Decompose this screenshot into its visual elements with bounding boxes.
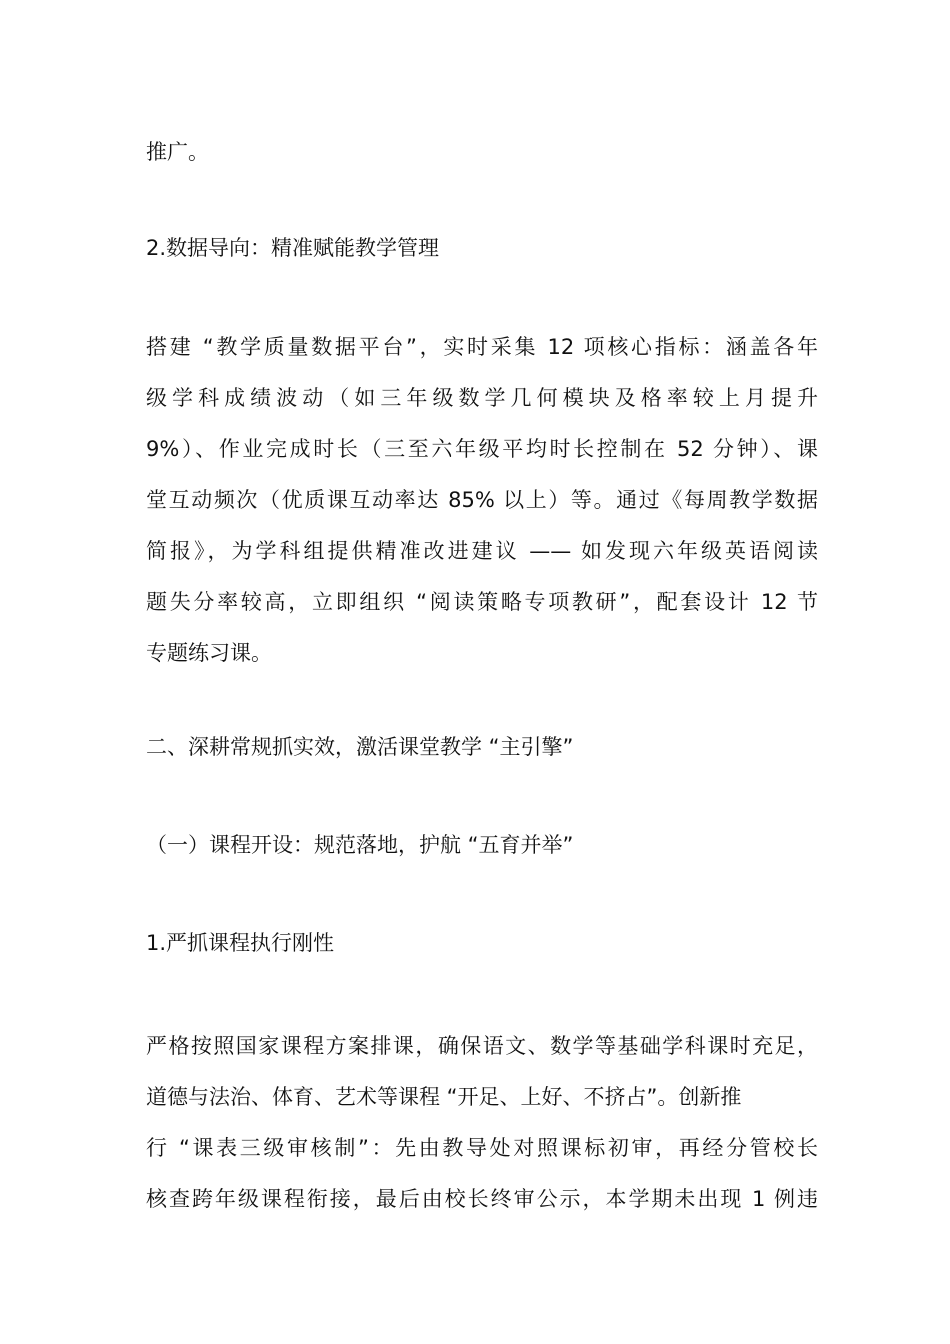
paragraph-data-platform (146, 322, 818, 679)
text-line: 严格按照国家课程方案排课，确保语文、数学等基础学科课时充足， (146, 1034, 818, 1058)
text-line: （一）课程开设：规范落地，护航 “五育并举” (146, 833, 574, 857)
text-line: 行 “课表三级审核制”：先由教导处对照课标初审，再经分管校长 (146, 1136, 818, 1160)
text-line: 级学科成绩波动（如三年级数学几何模块及格率较上月提升 (146, 386, 818, 410)
section-heading-two (146, 722, 818, 773)
subsection-heading-course (146, 820, 818, 871)
text-line: 堂互动频次（优质课互动率达 85% 以上）等。通过《每周教学数据 (146, 488, 818, 512)
subheading-course-execution (146, 918, 818, 969)
text-line: 2.数据导向：精准赋能教学管理 (146, 236, 440, 260)
text-line: 专题练习课。 (146, 641, 272, 665)
paragraph-course-schedule (146, 1021, 818, 1225)
text-line: 推广。 (146, 140, 209, 164)
text-line: 题失分率较高，立即组织 “阅读策略专项教研”，配套设计 12 节 (146, 590, 818, 614)
text-line: 二、深耕常规抓实效，激活课堂教学 “主引擎” (146, 735, 574, 759)
paragraph-continuation (146, 127, 818, 178)
text-line: 简报》，为学科组提供精准改进建议 —— 如发现六年级英语阅读 (146, 539, 818, 563)
text-line: 9%）、作业完成时长（三至六年级平均时长控制在 52 分钟）、课 (146, 437, 818, 461)
text-line: 道德与法治、体育、艺术等课程 “开足、上好、不挤占”。创新推 (146, 1085, 742, 1109)
text-line: 1.严抓课程执行刚性 (146, 931, 335, 955)
text-line: 核查跨年级课程衔接，最后由校长终审公示，本学期未出现 1 例违 (146, 1187, 818, 1211)
text-line: 搭建 “教学质量数据平台”，实时采集 12 项核心指标：涵盖各年 (146, 335, 818, 359)
subheading-data-driven (146, 223, 818, 274)
